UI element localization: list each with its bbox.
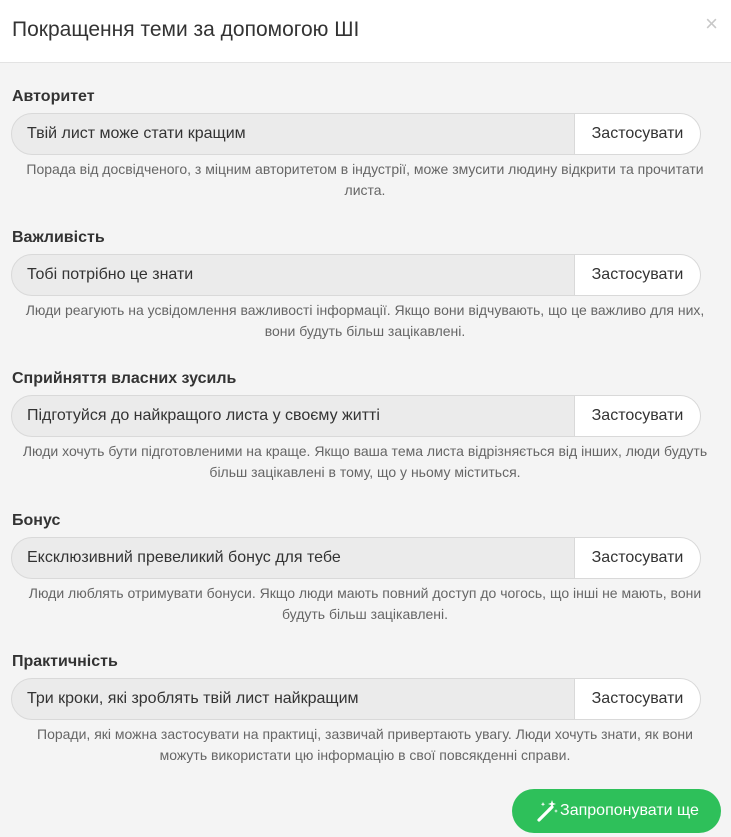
subject-input-group xyxy=(11,537,701,579)
apply-button[interactable]: Застосувати xyxy=(574,679,700,719)
section-hint: Поради, які можна застосувати на практиці, зазвичай привертають увагу. Люди хочуть знати, як вони можуть використати цю інформацію в свої повсякденні справи. xyxy=(37,726,693,763)
subject-input[interactable] xyxy=(12,114,574,154)
subject-input[interactable] xyxy=(12,396,574,436)
apply-button[interactable]: Застосувати xyxy=(574,396,700,436)
section-hint: Порада від досвідченого, з міцним авторитетом в індустрії, може змусити людину відкрити та прочитати листа. xyxy=(26,161,704,198)
subject-input[interactable] xyxy=(12,679,574,719)
section-title: Бонус xyxy=(12,512,61,529)
subject-input-group xyxy=(11,254,701,296)
section-hint: Люди люблять отримувати бонуси. Якщо люди мають повний доступ до чогось, що інші не мають, вони будуть більш зацікавлені. xyxy=(28,585,702,622)
section-hint: Люди реагують на усвідомлення важливості інформації. Якщо вони відчувають, що це важливо для них, вони будуть більш зацікавлені. xyxy=(25,302,705,339)
section-title: Важливість xyxy=(12,229,105,246)
apply-button[interactable]: Застосувати xyxy=(574,114,700,154)
subject-input-group xyxy=(11,678,701,720)
subject-input[interactable] xyxy=(12,538,574,578)
suggest-more-label: Запропонувати ще xyxy=(560,802,699,819)
subject-input-group xyxy=(11,113,701,155)
suggest-more-button[interactable] xyxy=(512,789,721,833)
apply-button[interactable]: Застосувати xyxy=(574,538,700,578)
subject-input[interactable] xyxy=(12,255,574,295)
section-title: Практичність xyxy=(12,653,118,670)
magic-wand-icon xyxy=(534,798,560,824)
dialog-title: Покращення теми за допомогою ШІ xyxy=(12,18,360,41)
apply-button[interactable]: Застосувати xyxy=(574,255,700,295)
close-icon[interactable]: × xyxy=(705,11,718,36)
subject-input-group xyxy=(11,395,701,437)
dialog-header xyxy=(0,0,731,63)
section-title: Авторитет xyxy=(12,88,95,105)
section-hint: Люди хочуть бути підготовленими на краще. Якщо ваша тема листа відрізняється від інших, люди будуть більш зацікавлені в тому, що у ньому міститься. xyxy=(22,443,708,480)
section-title: Сприйняття власних зусиль xyxy=(12,370,237,387)
